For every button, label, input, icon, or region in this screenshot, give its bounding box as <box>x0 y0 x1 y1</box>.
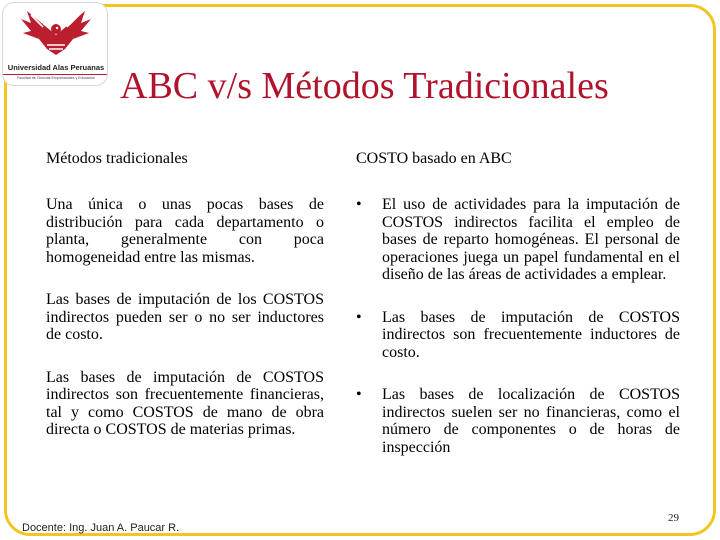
university-logo <box>2 2 108 86</box>
bullet-dot-icon: • <box>356 196 362 213</box>
left-column-heading: Métodos tradicionales <box>46 150 188 167</box>
left-column <box>46 196 324 439</box>
right-column-heading: COSTO basado en ABC <box>356 150 512 167</box>
bullet-text: El uso de actividades para la imputación de COSTOS indirectos facilita el empleo de bases de reparto homogéneas. El personal de operaciones juega un papel fundamental en el diseño de las áreas de actividades a emplear. <box>382 196 680 283</box>
bullet-item <box>356 196 680 284</box>
logo-tagline: Facultad de Ciencias Empresariales y Educación <box>3 74 108 80</box>
left-paragraph: Una única o unas pocas bases de distribución para cada departamento o planta, generalmente con poca homogeneidad entre las mismas. <box>46 196 324 266</box>
left-paragraph: Las bases de imputación de los COSTOS indirectos pueden ser o no ser inductores de costo. <box>46 291 324 343</box>
logo-university-name: Universidad Alas Peruanas <box>7 63 105 72</box>
condor-emblem-icon <box>17 5 95 63</box>
bullet-text: Las bases de localización de COSTOS indirectos suelen ser no financieras, como el número de componentes o de horas de inspección <box>382 386 680 456</box>
footer-instructor: Docente: Ing. Juan A. Paucar R. <box>22 522 180 534</box>
bullet-dot-icon: • <box>356 386 362 403</box>
bullet-dot-icon: • <box>356 308 362 326</box>
slide-title: ABC v/s Métodos Tradicionales <box>120 65 609 107</box>
bullet-item <box>356 386 680 456</box>
left-paragraph: Las bases de imputación de COSTOS indirectos son frecuentemente financieras, tal y como COSTOS de mano de obra directa o COSTOS de materias primas. <box>46 368 324 438</box>
right-column <box>356 196 680 456</box>
bullet-item <box>356 309 680 362</box>
page-number: 29 <box>668 512 679 524</box>
bullet-text: Las bases de imputación de COSTOS indirectos son frecuentemente inductores de costo. <box>382 308 680 361</box>
